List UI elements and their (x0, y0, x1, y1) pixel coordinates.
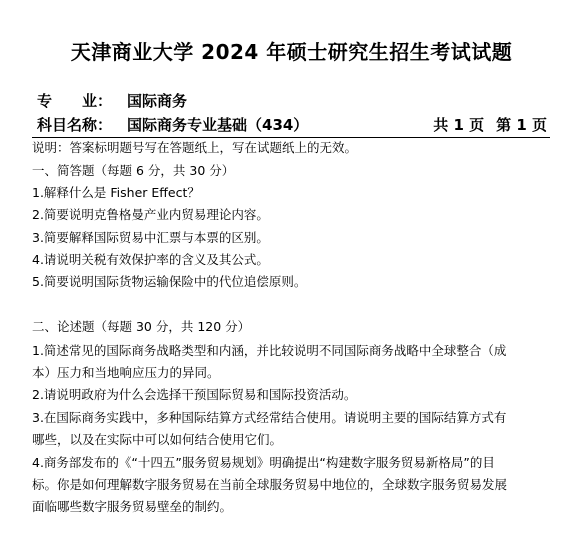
subject-label: 科目名称： (37, 116, 113, 134)
question-line: 1.简述常见的国际商务战略类型和内涵，并比较说明不同国际商务战略中全球整合（成 (32, 343, 507, 358)
major-label: 专 业： (37, 92, 113, 110)
question-line: 本）压力和当地响应压力的异同。 (32, 365, 220, 380)
question-item: 1.解释什么是 Fisher Effect？ (32, 185, 200, 200)
subject-row (37, 114, 547, 136)
question-line: 标。你是如何理解数字服务贸易在当前全球服务贸易中地位的，全球数字服务贸易发展 (32, 477, 508, 492)
question-line: 面临哪些数字服务贸易壁垒的制约。 (32, 499, 233, 514)
exam-title: 天津商业大学 2024 年硕士研究生招生考试试题 (70, 40, 513, 64)
instruction-note: 说明：答案标明题号写在答题纸上，写在试题纸上的无效。 (32, 140, 358, 155)
question-line: 2.请说明政府为什么会选择干预国际贸易和国际投资活动。 (32, 387, 357, 402)
question-item: 4.请说明关税有效保护率的含义及其公式。 (32, 252, 269, 267)
question-line: 3.在国际商务实践中，多种国际结算方式经常结合使用。请说明主要的国际结算方式有 (32, 410, 507, 425)
section2-heading: 二、论述题（每题 30 分，共 120 分） (32, 319, 251, 334)
question-line: 哪些，以及在实际中可以如何结合使用它们。 (32, 432, 283, 447)
major-value: 国际商务 (127, 92, 188, 110)
question-item: 3.简要解释国际贸易中汇票与本票的区别。 (32, 230, 269, 245)
question-line: 4.商务部发布的《“十四五”服务贸易规划》明确提出“构建数字服务贸易新格局”的目 (32, 455, 495, 470)
section1-heading: 一、简答题（每题 6 分，共 30 分） (32, 163, 235, 178)
page-total: 共 1 页 (433, 116, 485, 134)
page-info (421, 114, 547, 136)
question-item: 2.简要说明克鲁格曼产业内贸易理论内容。 (32, 207, 269, 222)
question-item: 5.简要说明国际货物运输保险中的代位追偿原则。 (32, 274, 307, 289)
page-current: 第 1 页 (496, 116, 547, 134)
subject-value: 国际商务专业基础（434） (127, 116, 309, 134)
major-row (37, 90, 547, 112)
